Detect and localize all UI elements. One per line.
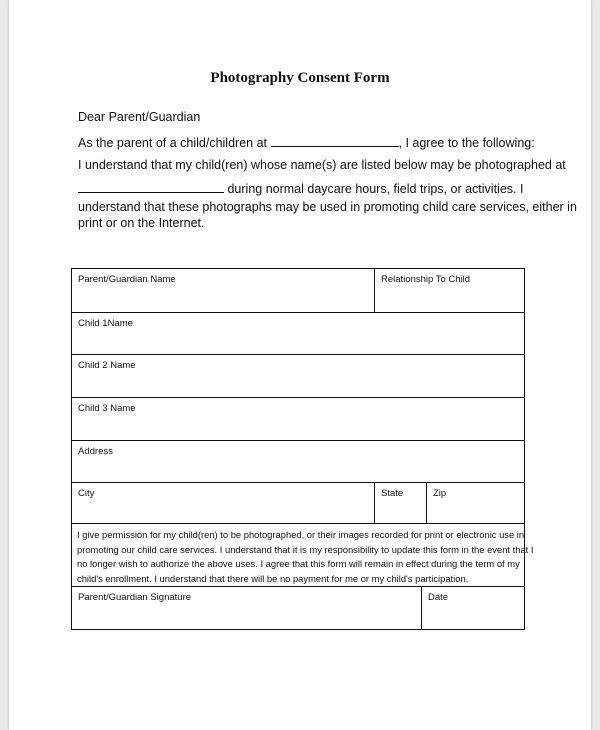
intro-line-3 [78, 181, 523, 197]
city-field[interactable] [72, 483, 374, 523]
intro-line-2: I understand that my child(ren) whose name(s) are listed below may be photographed at [78, 158, 566, 172]
row-parent-name [72, 269, 524, 313]
location-blank[interactable] [78, 181, 224, 193]
permission-line: I give permission for my child(ren) to be photographed, or their images recorded for print or electronic use in [77, 529, 525, 540]
date-label: Date [428, 592, 449, 603]
parent-name-field[interactable] [72, 269, 374, 312]
intro-line-1-end: , I agree to the following: [398, 136, 535, 150]
intro-line-4: understand that these photographs may be used in promoting child care services, either in [78, 200, 577, 214]
zip-field[interactable] [426, 483, 524, 523]
row-child2[interactable] [72, 355, 524, 398]
state-field[interactable] [374, 483, 426, 523]
salutation: Dear Parent/Guardian [78, 110, 201, 124]
intro-line-5: print or on the Internet. [78, 216, 205, 230]
daycare-name-blank[interactable] [271, 135, 399, 147]
child1-label: Child 1Name [78, 318, 133, 329]
permission-line: child's enrollment. I understand that there will be no payment for me or my child's participation. [77, 572, 469, 584]
row-child1[interactable] [72, 313, 524, 355]
date-field[interactable] [421, 587, 524, 629]
intro-line-3-text: during normal daycare hours, field trips, or activities. I [227, 182, 524, 196]
row-address[interactable] [72, 441, 524, 483]
row-city-state-zip [72, 483, 524, 524]
signature-label: Parent/Guardian Signature [78, 592, 192, 603]
row-child3[interactable] [72, 398, 524, 441]
row-permission-statement [72, 524, 534, 587]
intro-line-1 [78, 135, 535, 151]
permission-statement [77, 528, 534, 586]
permission-line: promoting our child care services. I understand that it is my responsibility to update this form in the event that I [77, 543, 534, 555]
parent-name-label: Parent/Guardian Name [78, 274, 176, 285]
intro-line-1-start: As the parent of a child/children at [78, 136, 268, 150]
address-label: Address [78, 446, 113, 457]
signature-field[interactable] [72, 587, 421, 629]
child2-label: Child 2 Name [78, 360, 136, 371]
form-title: Photography Consent Form [210, 70, 390, 86]
relationship-label: Relationship To Child [381, 274, 471, 285]
state-label: State [381, 488, 404, 499]
zip-label: Zip [433, 488, 447, 499]
child3-label: Child 3 Name [78, 403, 136, 414]
row-signature-date [72, 587, 524, 629]
relationship-field[interactable] [374, 269, 524, 312]
city-label: City [78, 488, 95, 499]
consent-table [71, 268, 534, 630]
permission-line: no longer wish to authorize the above uses. I agree that this form will remain in effect during the term of my [77, 558, 520, 570]
